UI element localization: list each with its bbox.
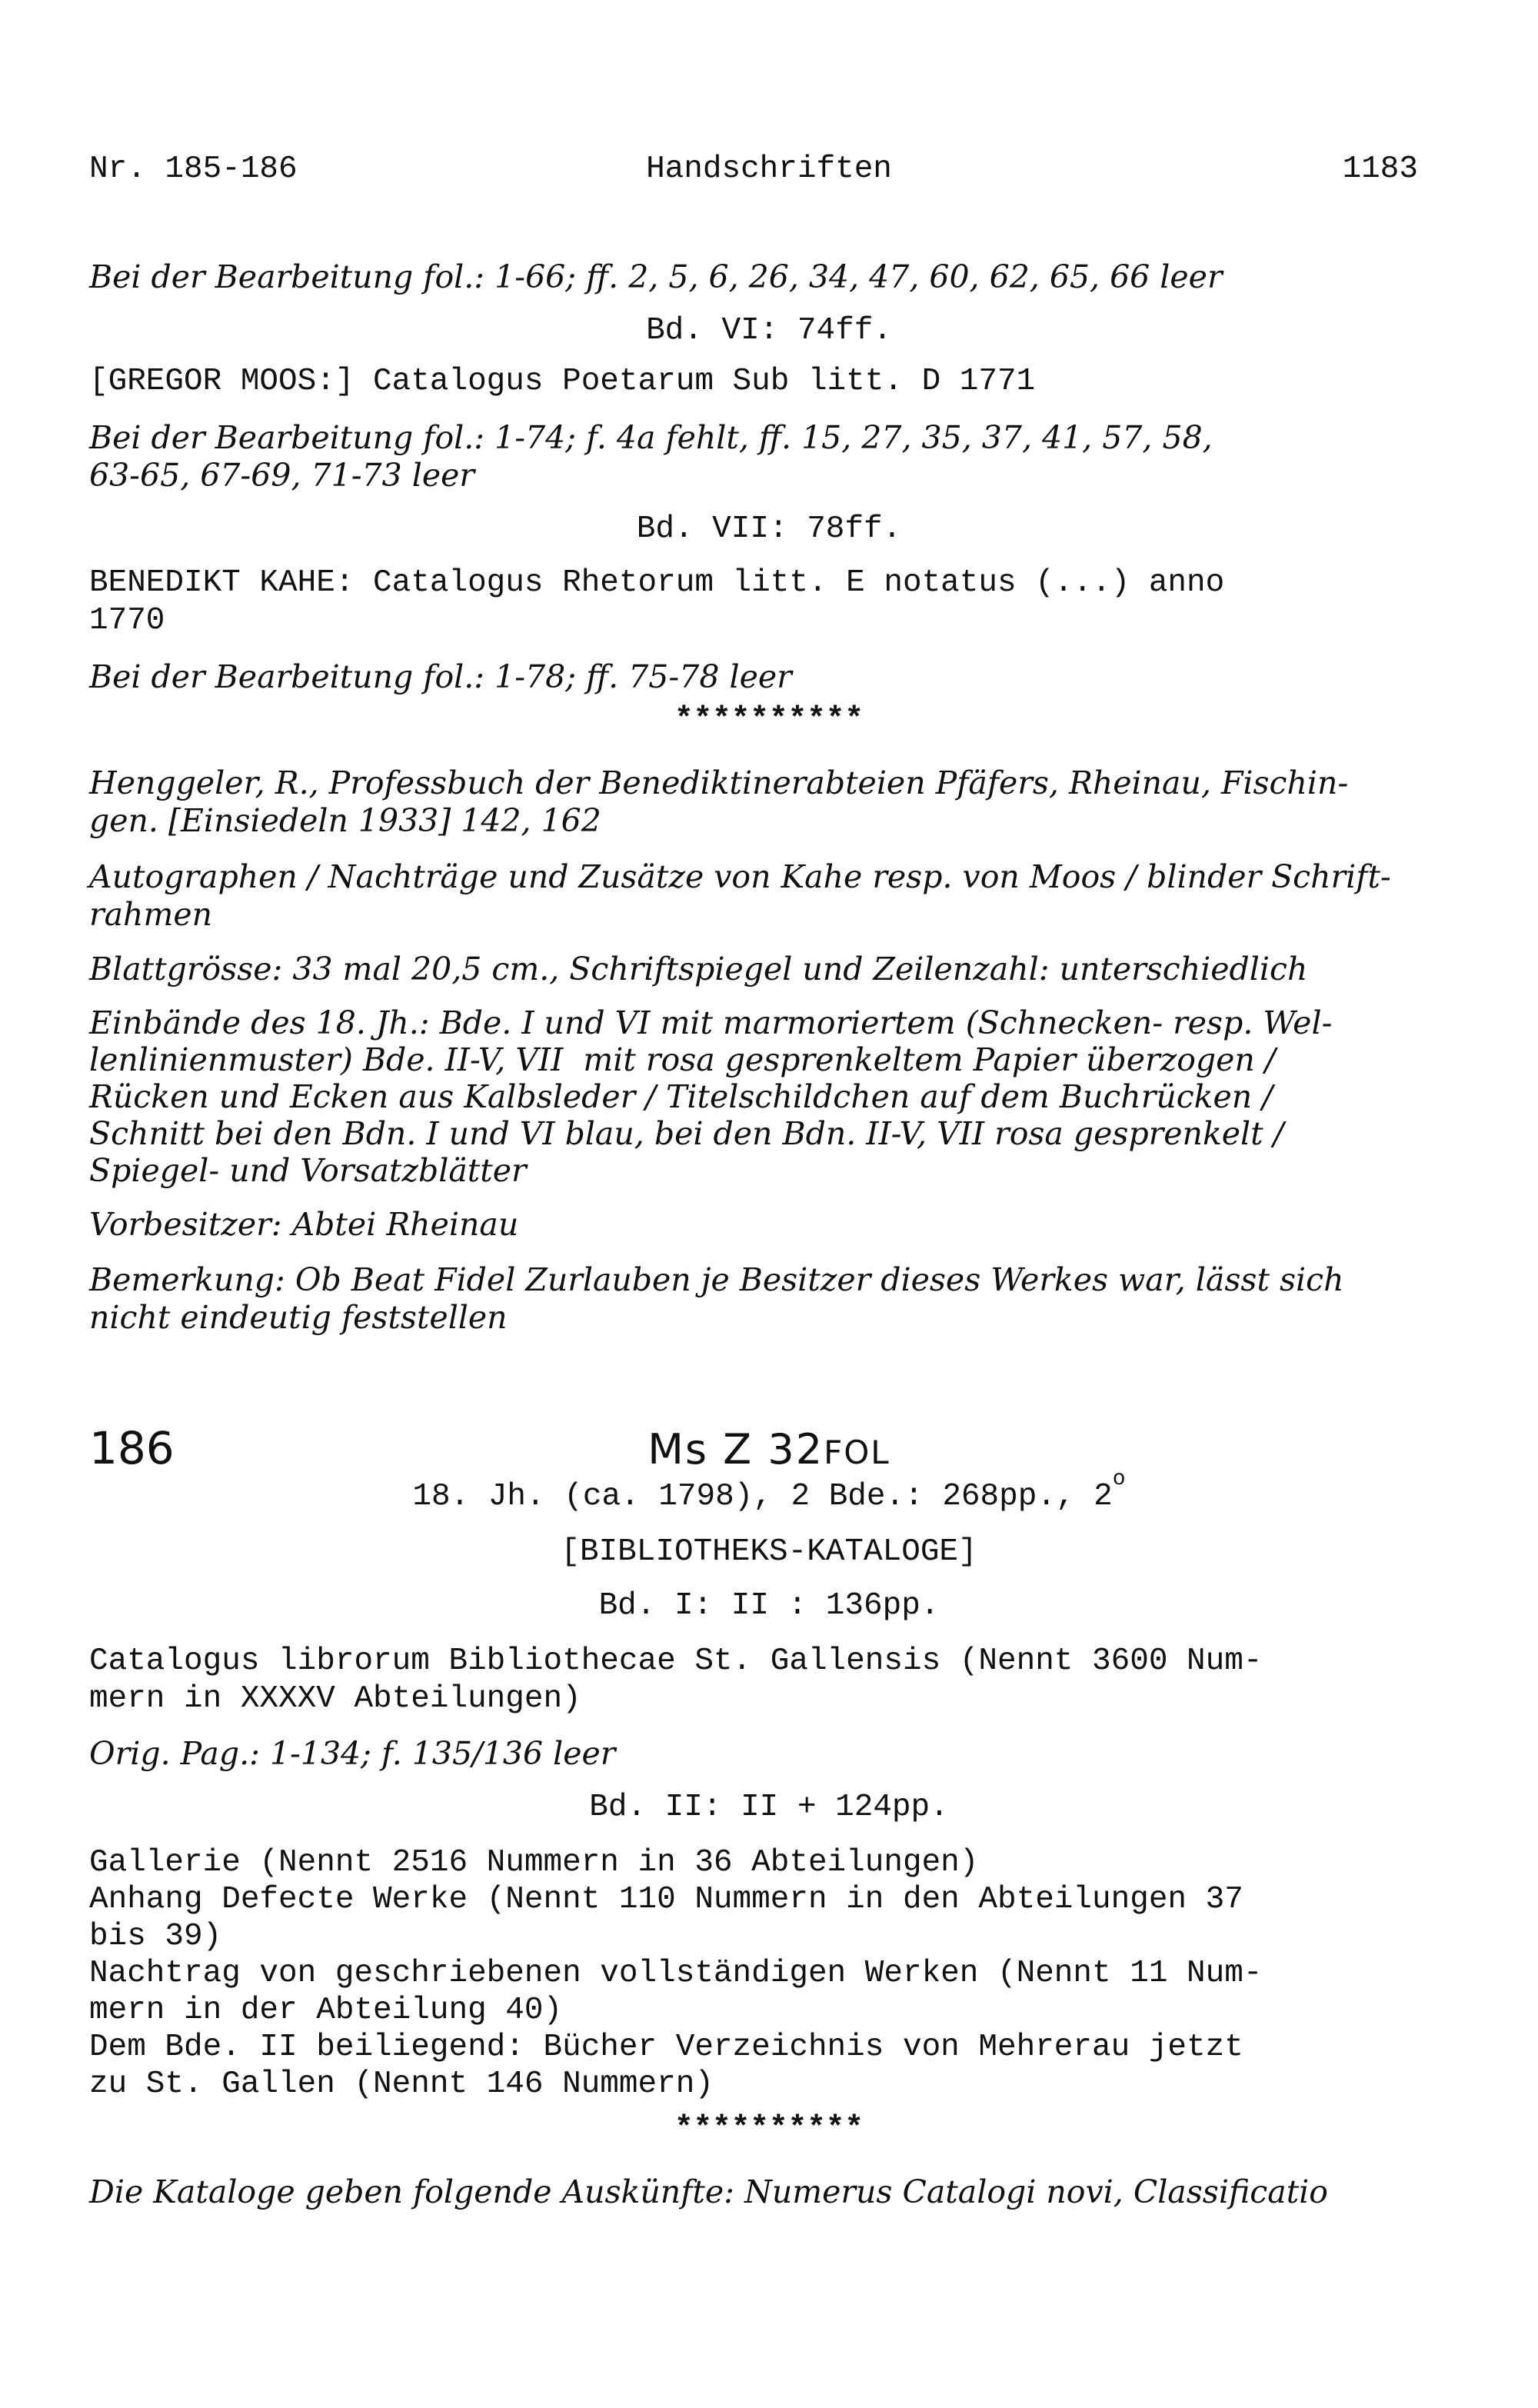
date-line xyxy=(0,1467,1538,1516)
bd5-note: Bei der Bearbeitung fol.: 1-66; ff. 2, 5, 6, 26, 34, 47, 60, 62, 65, 66 leer xyxy=(89,258,1223,295)
literature-line-2: gen. [Einsiedeln 1933] 142, 162 xyxy=(89,802,601,839)
bd1-note: Orig. Pag.: 1-134; f. 135/136 leer xyxy=(89,1735,616,1772)
bd6-note-line-2: 63-65, 67-69, 71-73 leer xyxy=(89,457,474,494)
bd2-line-6: Dem Bde. II beiliegend: Bücher Verzeichnis von Mehrerau jetzt xyxy=(89,2030,1243,2065)
date-text: 18. Jh. (ca. 1798), 2 Bde.: 268pp., 2 xyxy=(412,1479,1113,1514)
shelfmark xyxy=(0,1424,1538,1478)
date-superscript: o xyxy=(1112,1467,1126,1491)
page-number: 1183 xyxy=(1342,152,1418,187)
vorbesitzer: Vorbesitzer: Abtei Rheinau xyxy=(89,1206,519,1243)
bemerkung-line-2: nicht eindeutig feststellen xyxy=(89,1299,508,1336)
bd6-note-line-1: Bei der Bearbeitung fol.: 1-74; f. 4a fehlt, ff. 15, 27, 35, 37, 41, 57, 58, xyxy=(89,419,1213,456)
bd7-title-line-2: 1770 xyxy=(89,603,165,638)
bd2-line-7: zu St. Gallen (Nennt 146 Nummern) xyxy=(89,2067,714,2102)
einband-line-1: Einbände des 18. Jh.: Bde. I und VI mit marmoriertem (Schnecken- resp. Wel- xyxy=(89,1004,1333,1041)
running-header-center: Handschriften xyxy=(646,152,892,187)
bd1-title-line-1: Catalogus librorum Bibliothecae St. Gallensis (Nennt 3600 Num- xyxy=(89,1644,1263,1679)
blattgroesse: Blattgrösse: 33 mal 20,5 cm., Schriftspiegel und Zeilenzahl: unterschiedlich xyxy=(89,951,1308,988)
bd1-title-line-2: mern in XXXXV Abteilungen) xyxy=(89,1681,581,1717)
shelfmark-main: Ms Z 32 xyxy=(647,1425,824,1474)
bd2-line-3: bis 39) xyxy=(89,1919,222,1954)
entry-number: 186 xyxy=(89,1422,175,1474)
shelfmark-format: FOL xyxy=(824,1434,891,1471)
separator: ********** xyxy=(674,702,864,738)
autographen-line-2: rahmen xyxy=(89,896,212,933)
bd7-note: Bei der Bearbeitung fol.: 1-78; ff. 75-78 leer xyxy=(89,658,792,695)
autographen-line-1: Autographen / Nachträge und Zusätze von Kahe resp. von Moos / blinder Schrift- xyxy=(89,858,1391,895)
separator: ********** xyxy=(674,2111,864,2147)
bd6-heading: Bd. VI: 74ff. xyxy=(646,313,892,348)
bd2-line-2: Anhang Defecte Werke (Nennt 110 Nummern in den Abteilungen 37 xyxy=(89,1882,1243,1917)
subject-heading: [BIBLIOTHEKS-KATALOGE] xyxy=(561,1534,977,1570)
bd2-heading: Bd. II: II + 124pp. xyxy=(589,1790,949,1825)
bd1-heading: Bd. I: II : 136pp. xyxy=(598,1588,940,1624)
einband-line-2: lenlinienmuster) Bde. II-V, VII mit rosa gesprenkeltem Papier überzogen / xyxy=(89,1041,1276,1078)
bd2-line-1: Gallerie (Nennt 2516 Nummern in 36 Abteilungen) xyxy=(89,1845,979,1880)
bd2-line-4: Nachtrag von geschriebenen vollständigen Werken (Nennt 11 Num- xyxy=(89,1956,1263,1991)
bd7-title-line-1: BENEDIKT KAHE: Catalogus Rhetorum litt. E notatus (...) anno xyxy=(89,565,1225,601)
bd6-title: [GREGOR MOOS:] Catalogus Poetarum Sub litt. D 1771 xyxy=(89,364,1036,399)
bd7-heading: Bd. VII: 78ff. xyxy=(636,511,902,547)
bemerkung-line-1: Bemerkung: Ob Beat Fidel Zurlauben je Besitzer dieses Werkes war, lässt sich xyxy=(89,1261,1344,1298)
einband-line-4: Schnitt bei den Bdn. I und VI blau, bei den Bdn. II-V, VII rosa gesprenkelt / xyxy=(89,1115,1284,1152)
bd2-line-5: mern in der Abteilung 40) xyxy=(89,1993,563,2028)
literature-line-1: Henggeler, R., Professbuch der Benediktinerabteien Pfäfers, Rheinau, Fischin- xyxy=(89,764,1349,801)
running-header-left: Nr. 185-186 xyxy=(89,152,298,187)
einband-line-5: Spiegel- und Vorsatzblätter xyxy=(89,1152,527,1189)
final-line: Die Kataloge geben folgende Auskünfte: Numerus Catalogi novi, Classificatio xyxy=(89,2173,1328,2210)
einband-line-3: Rücken und Ecken aus Kalbsleder / Titelschildchen auf dem Buchrücken / xyxy=(89,1078,1273,1115)
